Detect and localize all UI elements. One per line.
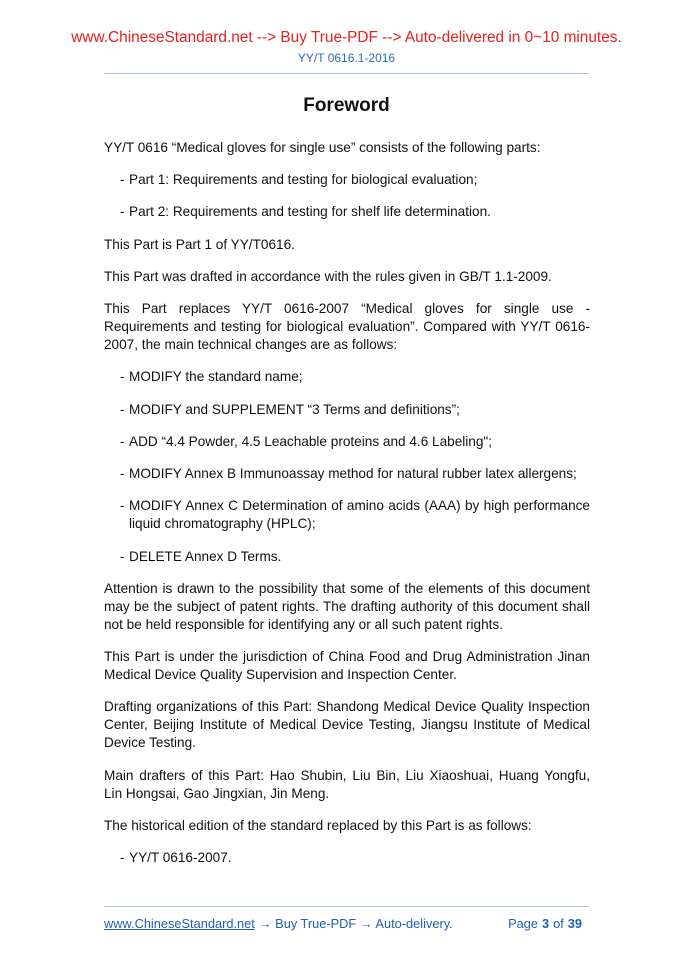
list-marker: -	[120, 548, 125, 564]
list-item-line: Part 1: Requirements and testing for biological evaluation;	[129, 172, 478, 188]
paragraph-line: Device Testing.	[104, 735, 196, 751]
change-list-item	[104, 465, 590, 483]
main-drafters-paragraph	[104, 767, 590, 803]
paragraph-line: This Part is under the jurisdiction of China Food and Drug Administration Jinan	[104, 649, 590, 665]
list-item-line: ADD “4.4 Powder, 4.5 Leachable proteins and 4.6 Labeling";	[129, 433, 493, 449]
jurisdiction-paragraph	[104, 648, 590, 684]
page-title: Foreword	[303, 95, 390, 116]
header-divider	[104, 73, 589, 74]
footer-promo	[104, 915, 453, 933]
paragraph-line: 2007, the main technical changes are as follows:	[104, 337, 398, 353]
change-list-item	[104, 433, 590, 451]
page-number: 3	[541, 916, 550, 931]
list-marker: -	[120, 498, 125, 514]
page-of-label: of	[553, 916, 564, 931]
historical-edition-item	[104, 849, 590, 867]
parts-list-item	[104, 203, 590, 221]
paragraph-line: Drafting organizations of this Part: Shandong Medical Device Quality Inspection	[104, 699, 590, 715]
paragraph-line: This Part replaces YY/T 0616-2007 “Medical gloves for single use -	[104, 301, 590, 317]
list-marker: -	[120, 849, 125, 865]
footer-divider	[104, 906, 589, 907]
drafting-organizations-paragraph	[104, 698, 590, 752]
paragraph-line: Requirements and testing for biological evaluation”. Compared with YY/T 0616-	[104, 319, 590, 335]
list-item-line: MODIFY the standard name;	[129, 369, 303, 385]
page-label: Page	[508, 916, 538, 931]
list-item-line: Part 2: Requirements and testing for shelf life determination.	[129, 204, 491, 220]
parts-list-item	[104, 171, 590, 189]
paragraph-line: may be the subject of patent rights. The drafting authority of this document shall	[104, 598, 590, 614]
paragraph-line: Center, Beijing Institute of Medical Device Testing, Jiangsu Institute of Medical	[104, 717, 590, 733]
list-marker: -	[120, 466, 125, 482]
list-item-line: MODIFY and SUPPLEMENT “3 Terms and definitions”;	[129, 401, 460, 417]
change-list-item	[104, 368, 590, 386]
list-marker: -	[120, 204, 125, 220]
paragraph-line: YY/T 0616 “Medical gloves for single use” consists of the following parts:	[104, 140, 541, 155]
page-indicator	[508, 915, 582, 933]
list-item-line: DELETE Annex D Terms.	[129, 548, 282, 564]
list-item-line: MODIFY Annex B Immunoassay method for natural rubber latex allergens;	[129, 466, 577, 482]
paragraph-line: Attention is drawn to the possibility that some of the elements of this document	[104, 580, 590, 596]
page-total: 39	[567, 916, 582, 931]
list-marker: -	[120, 172, 125, 188]
list-item-line: MODIFY Annex C Determination of amino acids (AAA) by high performance	[129, 498, 590, 514]
replacement-paragraph	[104, 300, 590, 354]
intro-paragraph	[104, 139, 590, 157]
list-marker: -	[120, 401, 125, 417]
paragraph-line: This Part is Part 1 of YY/T0616.	[104, 236, 295, 252]
paragraph-line: Medical Device Quality Supervision and Inspection Center.	[104, 667, 457, 683]
historical-intro-paragraph	[104, 817, 590, 835]
list-marker: -	[120, 433, 125, 449]
change-list-item	[104, 548, 590, 566]
list-marker: -	[120, 369, 125, 385]
list-item-line: YY/T 0616-2007.	[129, 849, 232, 865]
paragraph-line: not be held responsible for identifying any or all such patent rights.	[104, 616, 503, 632]
change-list-item	[104, 497, 590, 533]
site-link[interactable]: www.ChineseStandard.net	[104, 916, 255, 931]
standard-code: YY/T 0616.1-2016	[297, 51, 396, 65]
part-statement-paragraph	[104, 236, 590, 254]
list-item-line: liquid chromatography (HPLC);	[129, 516, 316, 532]
drafting-rules-paragraph	[104, 268, 590, 286]
page-footer	[104, 915, 582, 933]
paragraph-line: Lin Hongsai, Gao Jingxian, Jin Meng.	[104, 785, 330, 801]
header-promo-text: www.ChineseStandard.net --> Buy True-PDF --> Auto-delivered in 0~10 minutes.	[71, 29, 622, 46]
paragraph-line: The historical edition of the standard replaced by this Part is as follows:	[104, 817, 532, 833]
change-list-item	[104, 401, 590, 419]
patent-notice-paragraph	[104, 580, 590, 634]
paragraph-line: Main drafters of this Part: Hao Shubin, Liu Bin, Liu Xiaoshuai, Huang Yongfu,	[104, 767, 590, 783]
footer-tagline: → Buy True-PDF → Auto-delivery.	[258, 916, 453, 931]
paragraph-line: This Part was drafted in accordance with the rules given in GB/T 1.1-2009.	[104, 268, 552, 284]
foreword-body	[104, 139, 590, 867]
